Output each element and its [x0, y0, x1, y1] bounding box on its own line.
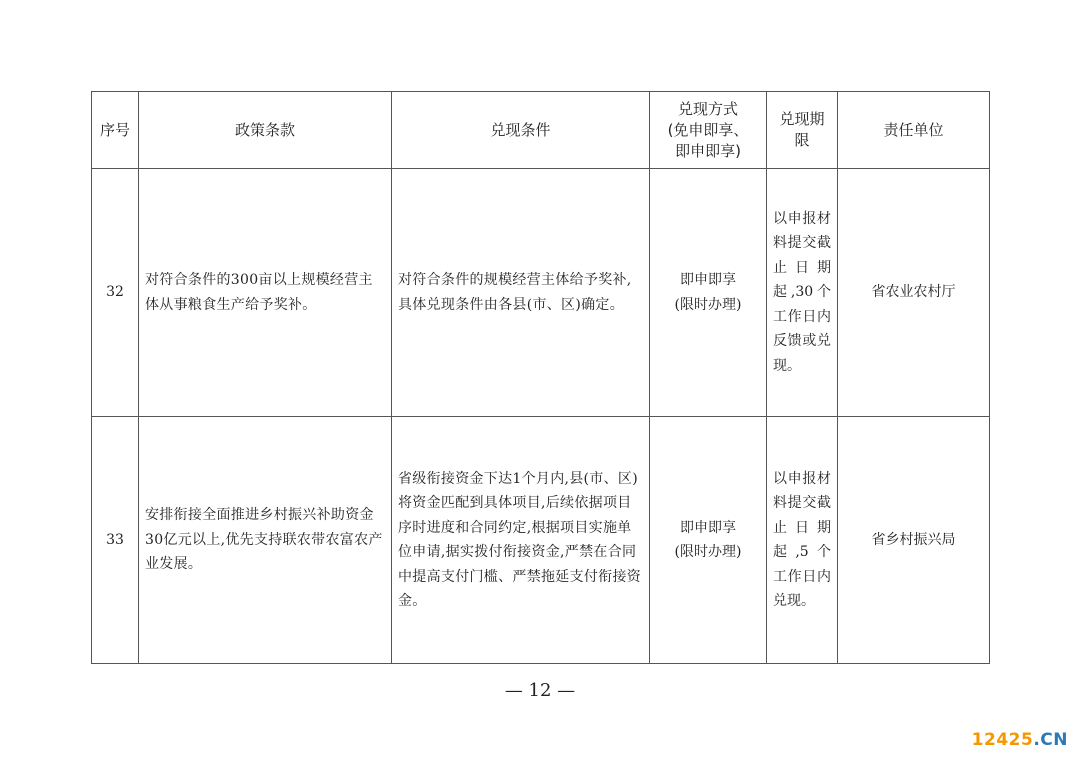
- header-method-line: (免申即享、: [667, 120, 749, 139]
- row-no: 33: [92, 417, 139, 664]
- row-method-line: 即申即享: [680, 272, 736, 288]
- row-period-line: 工作日内: [773, 568, 831, 585]
- row-period-line: 兑现。: [773, 593, 815, 609]
- watermark-number: 12425: [971, 730, 1034, 750]
- watermark-tld: CN: [1040, 730, 1068, 750]
- row-period-line: 止 日 期: [773, 259, 831, 276]
- row-period-line: 起,5个: [773, 544, 831, 560]
- page-number: — 12 —: [504, 680, 576, 701]
- header-method-line: 即申即享): [675, 141, 741, 160]
- row-period-line: 现。: [773, 357, 801, 374]
- row-conditions: 省级衔接资金下达1个月内,县(市、区)将资金匹配到具体项目,后续依据项目序时进度和合同约定,根据项目实施单位申请,据实拨付衔接资金,严禁在合同中提高支付门槛、严禁拖延支付衔接资金。: [392, 417, 650, 664]
- row-policy: 对符合条件的300亩以上规模经营主体从事粮食生产给予奖补。: [139, 169, 392, 417]
- row-method: [650, 169, 767, 417]
- row-conditions: 对符合条件的规模经营主体给予奖补,具体兑现条件由各县(市、区)确定。: [392, 169, 650, 417]
- row-period-line: 反馈或兑: [773, 333, 831, 350]
- table-row: [92, 417, 990, 664]
- header-policy: 政策条款: [139, 92, 392, 169]
- row-period-line: 以申报材: [773, 210, 831, 227]
- table-row: [92, 169, 990, 417]
- row-period-line: 起,30个: [773, 284, 831, 301]
- row-period: [767, 169, 838, 417]
- row-method-line: 即申即享: [680, 519, 736, 536]
- row-period-line: 以申报材: [773, 470, 831, 487]
- policy-table: [91, 91, 990, 664]
- header-no: 序号: [92, 92, 139, 169]
- header-method-line: 兑现方式: [677, 99, 738, 118]
- row-period-line: 料提交截: [773, 495, 831, 511]
- table-header-row: [92, 92, 990, 169]
- row-unit: 省农业农村厅: [838, 169, 990, 417]
- row-unit: 省乡村振兴局: [838, 417, 990, 664]
- row-method-line: (限时办理): [674, 296, 742, 313]
- row-period: [767, 417, 838, 664]
- row-policy: 安排衔接全面推进乡村振兴补助资金30亿元以上,优先支持联农带农富农产业发展。: [139, 417, 392, 664]
- header-period: 兑现期限: [767, 92, 838, 169]
- header-unit: 责任单位: [838, 92, 990, 169]
- header-conditions: 兑现条件: [392, 92, 650, 169]
- row-no: 32: [92, 169, 139, 417]
- row-period-line: 料提交截: [773, 235, 831, 252]
- header-method: [650, 92, 767, 169]
- row-method-line: (限时办理): [674, 544, 742, 560]
- watermark-logo: [972, 730, 1068, 750]
- row-period-line: 工作日内: [773, 308, 831, 325]
- row-method: [650, 417, 767, 664]
- watermark-dot: .: [1033, 730, 1041, 750]
- row-period-line: 止 日 期: [773, 519, 831, 536]
